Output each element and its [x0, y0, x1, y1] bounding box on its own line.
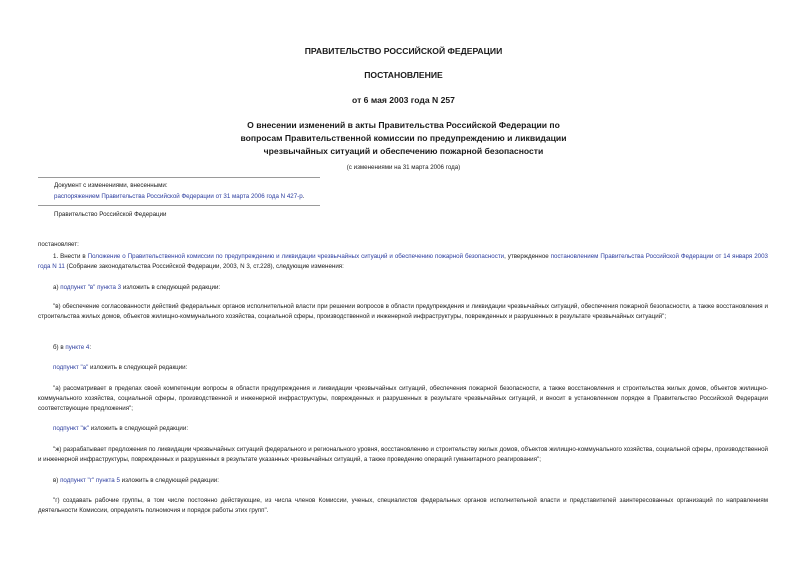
text: 1. Внести в: [53, 253, 88, 260]
decrees-word: постановляет:: [38, 241, 79, 248]
divider: [38, 205, 320, 206]
text: :: [89, 344, 92, 351]
issuer: Правительство Российской Федерации: [54, 211, 167, 218]
text: б) в: [53, 344, 66, 351]
text: (Собрание законодательства Российской Федерации, 2003, N 3, ст.228), следующие изменения:: [64, 263, 344, 271]
amendments-line: [54, 192, 304, 202]
heading-line: О внесении изменений в акты Правительства Российской Федерации по: [247, 120, 560, 130]
subitem-a-link[interactable]: подпункт "а": [53, 364, 89, 371]
divider: [38, 177, 320, 178]
changes-note: (с изменениями на 31 марта 2006 года): [346, 164, 461, 171]
doc-date-number: от 6 мая 2003 года N 257: [352, 95, 455, 105]
quote-zh: "ж) разрабатывает предложения по ликвидации чрезвычайных ситуаций федерального и регионального уровня, восстановлению и строительству жилых домов, объектов жилищно-коммунального хозяйства, социальной сферы, производственной и инженерной инфраструктуры, поврежденных и разрушенных в результате указанных чрезвычайных ситуаций, а также проведению операций гуманитарного реагирования";: [38, 446, 768, 464]
amendment-link-suffix: .: [302, 193, 305, 200]
doc-type: ПОСТАНОВЛЕНИЕ: [364, 70, 443, 80]
paragraph-1: [38, 252, 768, 272]
subitem-zh-line: [38, 424, 768, 434]
item-b: [38, 343, 768, 353]
org-title: ПРАВИТЕЛЬСТВО РОССИЙСКОЙ ФЕДЕРАЦИИ: [304, 46, 503, 56]
subitem-zh-link[interactable]: подпункт "ж": [53, 425, 89, 432]
quote-v: "в) обеспечение согласованности действий федеральных органов исполнительной власти при решении вопросов в области предупреждения и ликвидации чрезвычайных ситуаций, обеспечения пожарной безопасности, а также восстановления и строительства жилых домов, объектов жилищно-коммунального хозяйства, социальной сферы, производственной и инженерной инфраструктуры, поврежденных и разрушенных в результате чрезвычайных ситуаций";: [38, 303, 768, 321]
regulation-link[interactable]: Положение о Правительственной комиссии по предупреждению и ликвидации чрезвычайных ситуаций и обеспечению пожарной безопасности: [87, 253, 505, 260]
quote-g: "г) создавать рабочие группы, в том числе постоянно действующие, из числа членов Комиссии, ученых, специалистов федеральных органов исполнительной власти и представителей заинтересованных организаций по направлениям деятельности Комиссии, определять полномочия и порядок работы этих групп".: [38, 497, 768, 515]
text: а): [53, 284, 61, 291]
text: изложить в следующей редакции:: [88, 364, 188, 371]
point-4-link[interactable]: пункте 4: [65, 344, 90, 351]
amendment-link[interactable]: распоряжением Правительства Российской Федерации от 31 марта 2006 года N 427-р: [54, 193, 303, 200]
text: изложить в следующей редакции:: [119, 477, 219, 484]
doc-heading: [200, 119, 607, 158]
text: в): [53, 477, 61, 484]
quote-a: "а) рассматривает в пределах своей компетенции вопросы в области предупреждения и ликвидации чрезвычайных ситуаций, обеспечения пожарной безопасности, а также восстановления и строительства жилых домов, объектов жилищно-коммунального хозяйства, социальной сферы, производственной и инженерной инфраструктуры, поврежденных и разрушенных в результате чрезвычайных ситуаций, и вносит в установленном порядке в Правительство Российской Федерации соответствующие предложения";: [38, 385, 768, 413]
text: изложить в следующей редакции:: [89, 425, 189, 432]
subitem-a-line: [38, 363, 768, 373]
item-v: [38, 476, 768, 486]
heading-line: чрезвычайных ситуаций и обеспечению пожарной безопасности: [263, 146, 544, 156]
resolution-link[interactable]: постановлением Правительства Российской Федерации от 14 января 2003 года N 11: [38, 253, 768, 271]
text: , утвержденное: [504, 253, 551, 260]
subitem-g-link[interactable]: подпункт "г" пункта 5: [60, 477, 120, 484]
subitem-v-link[interactable]: подпункт "в" пункта 3: [60, 284, 122, 291]
item-a: [38, 283, 768, 293]
amendments-label: Документ с изменениями, внесенными:: [54, 182, 168, 189]
text: изложить в следующей редакции:: [121, 284, 221, 291]
heading-line: вопросам Правительственной комиссии по предупреждению и ликвидации: [240, 133, 567, 143]
